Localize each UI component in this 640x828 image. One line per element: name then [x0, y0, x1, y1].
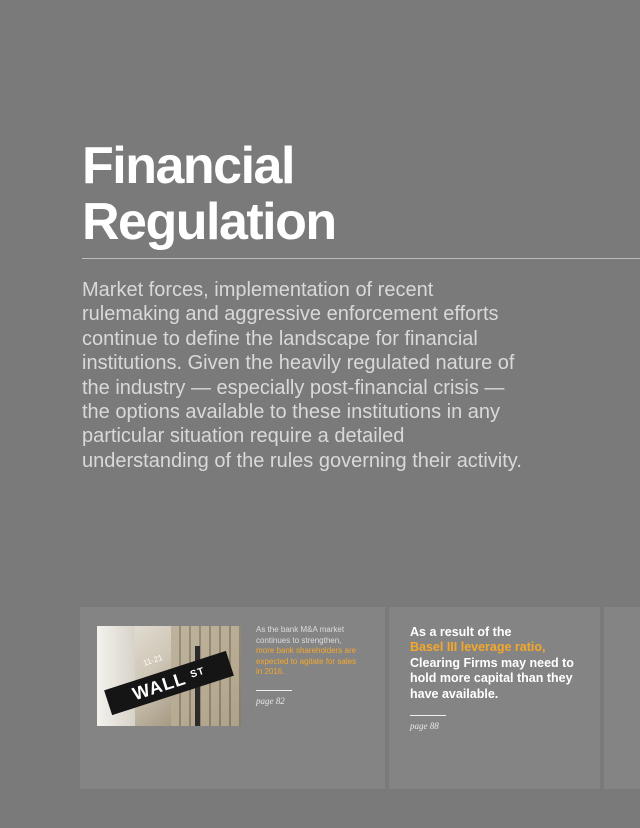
story-card-partial[interactable]	[604, 607, 640, 789]
teaser-highlight: more bank shareholders are expected to agitate for sales in 2016.	[256, 646, 357, 676]
wall-street-photo	[97, 626, 241, 726]
title-line-2: Regulation	[82, 193, 336, 251]
title-divider	[82, 258, 640, 259]
story-card-wall-street[interactable]	[80, 607, 385, 789]
headline-highlight: Basel III leverage ratio,	[410, 640, 546, 655]
page-reference-link[interactable]: page 88	[410, 721, 439, 731]
teaser-text: As the bank M&A market continues to strengthen,	[256, 625, 345, 645]
page-reference-link[interactable]: page 82	[256, 696, 285, 706]
page-title	[82, 138, 336, 250]
sign-text: WALL	[130, 668, 189, 705]
sign-number: 11-21	[142, 653, 164, 668]
headline-line-1: As a result of the	[410, 625, 512, 639]
card-headline	[410, 625, 590, 702]
sign-suffix: ST	[188, 665, 207, 681]
title-line-1: Financial	[82, 137, 294, 195]
intro-paragraph: Market forces, implementation of recent rulemaking and aggressive enforcement efforts continue to define the landscape for financial institutions. Given the heavily regulated nature of the industry — especially post-financial crisis — the options available to these institutions in any particular situation require a detailed understanding of the rules governing their activity.	[82, 279, 522, 472]
card-divider	[410, 715, 446, 716]
headline-line-3: Clearing Firms may need to hold more capital than they have available.	[410, 655, 574, 701]
card-divider	[256, 690, 292, 691]
card-teaser	[256, 625, 360, 678]
story-card-basel[interactable]	[389, 607, 600, 789]
